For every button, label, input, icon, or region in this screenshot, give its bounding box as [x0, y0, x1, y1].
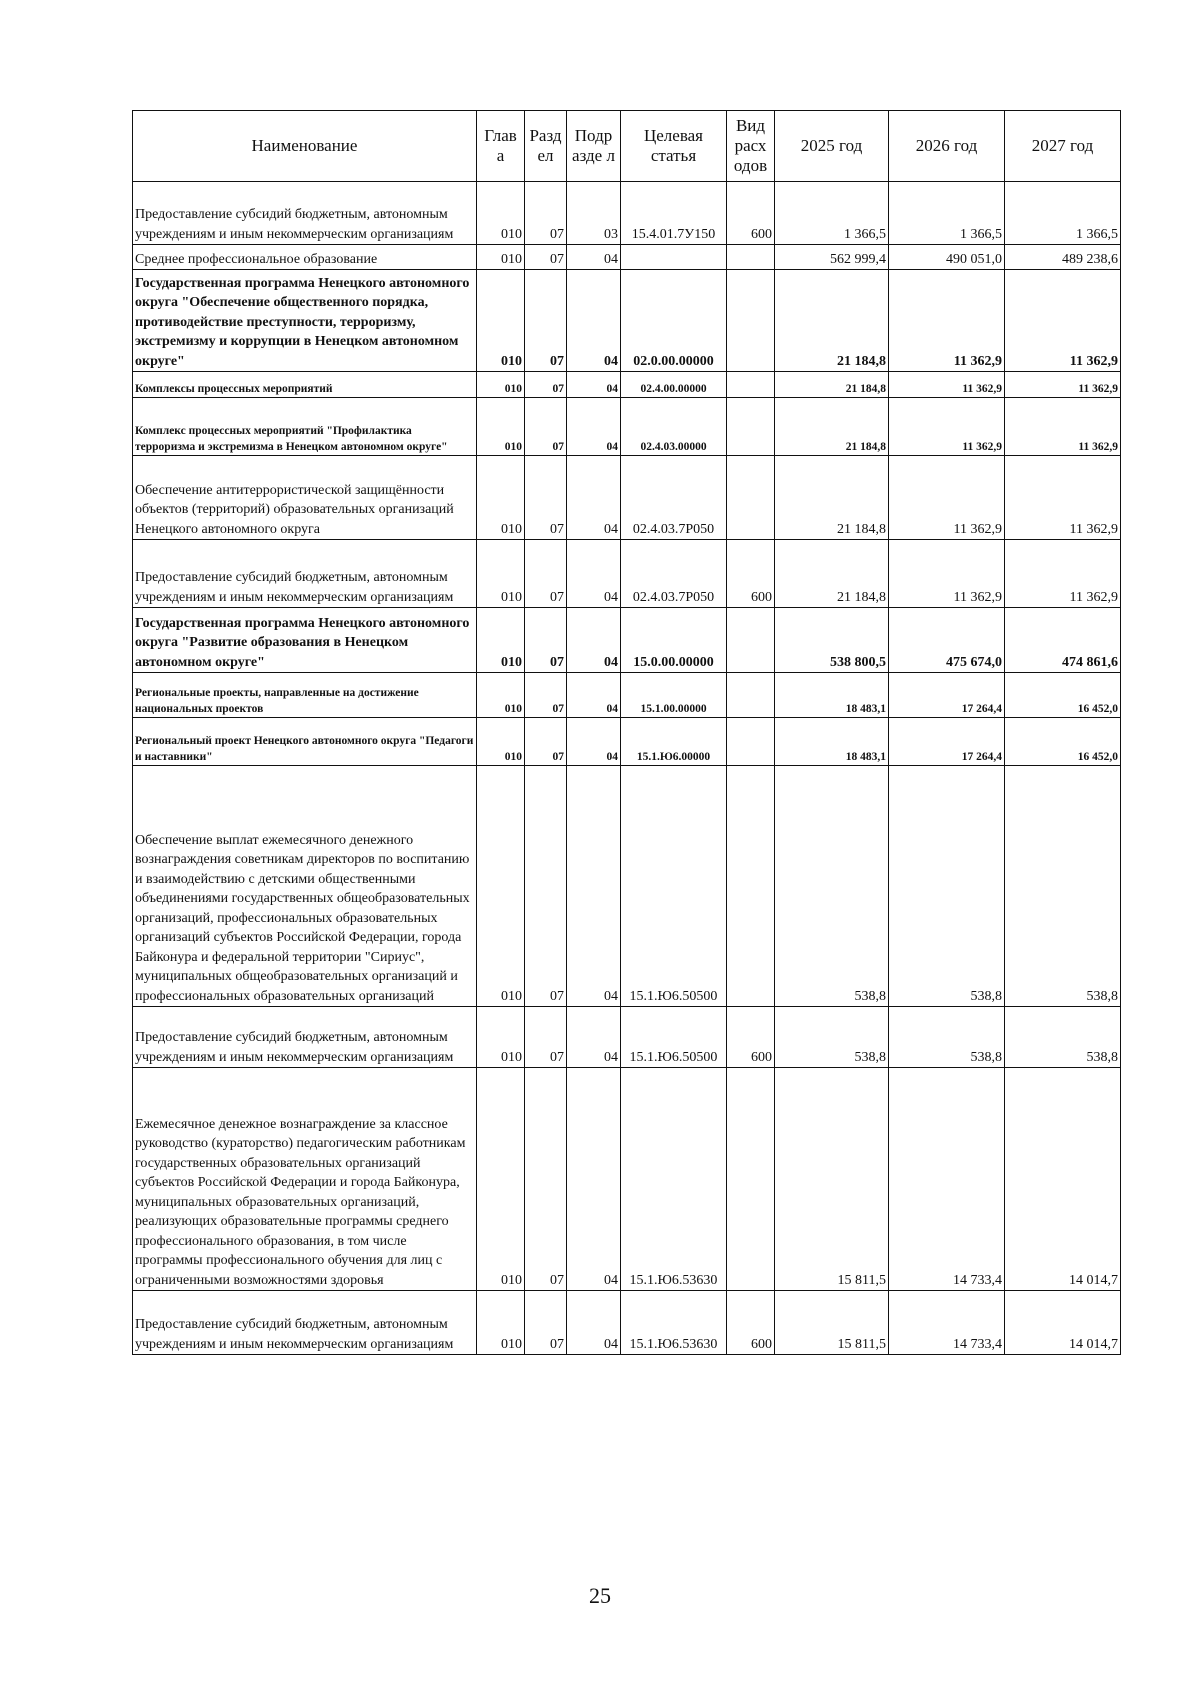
row-celevaya: 02.0.00.00000 [621, 270, 727, 372]
row-podrazdel: 04 [567, 1291, 621, 1355]
row-2025: 21 184,8 [775, 372, 889, 398]
row-glava: 010 [477, 182, 525, 245]
row-2027: 474 861,6 [1005, 608, 1121, 673]
row-name: Региональные проекты, направленные на достижение национальных проектов [133, 673, 477, 718]
row-celevaya: 15.1.Ю6.00000 [621, 718, 727, 766]
row-2025: 538,8 [775, 766, 889, 1007]
row-razdel: 07 [525, 1068, 567, 1291]
row-vid [727, 372, 775, 398]
row-vid: 600 [727, 1007, 775, 1068]
row-glava: 010 [477, 673, 525, 718]
header-podrazdel: Подр азде л [567, 111, 621, 182]
row-vid [727, 245, 775, 270]
row-vid [727, 270, 775, 372]
row-2027: 538,8 [1005, 1007, 1121, 1068]
table-row [133, 182, 1121, 245]
row-glava: 010 [477, 398, 525, 456]
row-2027: 538,8 [1005, 766, 1121, 1007]
row-name: Ежемесячное денежное вознаграждение за классное руководство (кураторство) педагогическим работникам государственных образовательных организаций субъектов Российской Федерации и города Байконура, муниципальных образовательных организаций, реализующих образовательные программы среднего профессионального образования, в том числе программы профессионального обучения для лиц с ограниченными возможностями здоровья [133, 1068, 477, 1291]
header-glava: Глав а [477, 111, 525, 182]
row-razdel: 07 [525, 398, 567, 456]
row-2025: 15 811,5 [775, 1068, 889, 1291]
row-2026: 538,8 [889, 1007, 1005, 1068]
table-row [133, 1007, 1121, 1068]
row-glava: 010 [477, 1007, 525, 1068]
row-2027: 489 238,6 [1005, 245, 1121, 270]
row-2026: 17 264,4 [889, 673, 1005, 718]
table-row [133, 398, 1121, 456]
row-podrazdel: 04 [567, 540, 621, 608]
row-name: Предоставление субсидий бюджетным, автономным учреждениям и иным некоммерческим организациям [133, 540, 477, 608]
row-glava: 010 [477, 245, 525, 270]
row-2027: 11 362,9 [1005, 398, 1121, 456]
row-2027: 16 452,0 [1005, 673, 1121, 718]
row-celevaya: 02.4.03.00000 [621, 398, 727, 456]
row-glava: 010 [477, 372, 525, 398]
row-podrazdel: 04 [567, 718, 621, 766]
row-celevaya: 15.1.Ю6.50500 [621, 1007, 727, 1068]
row-name: Предоставление субсидий бюджетным, автономным учреждениям и иным некоммерческим организациям [133, 1291, 477, 1355]
row-name: Предоставление субсидий бюджетным, автономным учреждениям и иным некоммерческим организациям [133, 1007, 477, 1068]
row-2026: 11 362,9 [889, 398, 1005, 456]
table-header-row [133, 111, 1121, 182]
row-name: Государственная программа Ненецкого автономного округа "Развитие образования в Ненецком автономном округе" [133, 608, 477, 673]
header-2027: 2027 год [1005, 111, 1121, 182]
table-row [133, 540, 1121, 608]
row-2025: 18 483,1 [775, 673, 889, 718]
row-celevaya: 15.1.Ю6.53630 [621, 1291, 727, 1355]
row-celevaya: 02.4.00.00000 [621, 372, 727, 398]
row-vid [727, 766, 775, 1007]
row-name: Среднее профессиональное образование [133, 245, 477, 270]
row-razdel: 07 [525, 608, 567, 673]
row-glava: 010 [477, 766, 525, 1007]
row-2027: 11 362,9 [1005, 372, 1121, 398]
row-razdel: 07 [525, 1007, 567, 1068]
row-glava: 010 [477, 540, 525, 608]
table-row [133, 1068, 1121, 1291]
table-row [133, 245, 1121, 270]
row-2025: 21 184,8 [775, 398, 889, 456]
row-podrazdel: 04 [567, 673, 621, 718]
row-glava: 010 [477, 718, 525, 766]
row-name: Обеспечение выплат ежемесячного денежного вознаграждения советникам директоров по воспитанию и взаимодействию с детскими общественными объединениями государственных общеобразовательных организаций, профессиональных образовательных организаций субъектов Российской Федерации, города Байконура и федеральной территории "Сириус", муниципальных общеобразовательных организаций и профессиональных образовательных организаций [133, 766, 477, 1007]
row-podrazdel: 03 [567, 182, 621, 245]
table-row [133, 1291, 1121, 1355]
row-razdel: 07 [525, 372, 567, 398]
row-glava: 010 [477, 270, 525, 372]
header-name: Наименование [133, 111, 477, 182]
row-name: Обеспечение антитеррористической защищённости объектов (территорий) образовательных организаций Ненецкого автономного округа [133, 456, 477, 540]
table-row [133, 456, 1121, 540]
row-glava: 010 [477, 1068, 525, 1291]
page-number: 25 [589, 1583, 611, 1608]
row-2027: 11 362,9 [1005, 270, 1121, 372]
row-celevaya: 02.4.03.7Р050 [621, 456, 727, 540]
row-vid: 600 [727, 182, 775, 245]
header-vid: Вид расх одов [727, 111, 775, 182]
row-razdel: 07 [525, 182, 567, 245]
row-2025: 15 811,5 [775, 1291, 889, 1355]
row-2026: 14 733,4 [889, 1068, 1005, 1291]
row-name: Государственная программа Ненецкого автономного округа "Обеспечение общественного порядка, противодействие преступности, терроризму, экстремизму и коррупции в Ненецком автономном округе" [133, 270, 477, 372]
row-celevaya: 15.4.01.7У150 [621, 182, 727, 245]
table-row [133, 270, 1121, 372]
table-row [133, 372, 1121, 398]
row-2027: 14 014,7 [1005, 1291, 1121, 1355]
row-razdel: 07 [525, 766, 567, 1007]
row-podrazdel: 04 [567, 372, 621, 398]
row-name: Комплекс процессных мероприятий "Профилактика терроризма и экстремизма в Ненецком автономном округе" [133, 398, 477, 456]
row-glava: 010 [477, 608, 525, 673]
row-2025: 538 800,5 [775, 608, 889, 673]
row-podrazdel: 04 [567, 456, 621, 540]
row-name: Предоставление субсидий бюджетным, автономным учреждениям и иным некоммерческим организациям [133, 182, 477, 245]
row-razdel: 07 [525, 673, 567, 718]
header-2026: 2026 год [889, 111, 1005, 182]
row-vid: 600 [727, 540, 775, 608]
row-2027: 11 362,9 [1005, 456, 1121, 540]
row-2025: 21 184,8 [775, 456, 889, 540]
row-2026: 475 674,0 [889, 608, 1005, 673]
row-razdel: 07 [525, 270, 567, 372]
row-celevaya: 15.0.00.00000 [621, 608, 727, 673]
row-vid [727, 718, 775, 766]
row-celevaya: 15.1.Ю6.50500 [621, 766, 727, 1007]
row-2026: 11 362,9 [889, 456, 1005, 540]
row-podrazdel: 04 [567, 1007, 621, 1068]
row-2026: 11 362,9 [889, 270, 1005, 372]
row-2025: 562 999,4 [775, 245, 889, 270]
table-row [133, 608, 1121, 673]
row-name: Региональный проект Ненецкого автономного округа "Педагоги и наставники" [133, 718, 477, 766]
row-2025: 21 184,8 [775, 540, 889, 608]
row-celevaya: 15.1.Ю6.53630 [621, 1068, 727, 1291]
row-razdel: 07 [525, 540, 567, 608]
row-2026: 14 733,4 [889, 1291, 1005, 1355]
row-podrazdel: 04 [567, 1068, 621, 1291]
row-2025: 18 483,1 [775, 718, 889, 766]
row-2027: 11 362,9 [1005, 540, 1121, 608]
row-celevaya: 02.4.03.7Р050 [621, 540, 727, 608]
row-podrazdel: 04 [567, 608, 621, 673]
row-podrazdel: 04 [567, 270, 621, 372]
row-2027: 14 014,7 [1005, 1068, 1121, 1291]
row-2027: 1 366,5 [1005, 182, 1121, 245]
row-razdel: 07 [525, 245, 567, 270]
header-celevaya: Целевая статья [621, 111, 727, 182]
row-vid [727, 673, 775, 718]
row-podrazdel: 04 [567, 766, 621, 1007]
row-vid [727, 398, 775, 456]
row-celevaya [621, 245, 727, 270]
header-razdel: Разд ел [525, 111, 567, 182]
row-podrazdel: 04 [567, 245, 621, 270]
row-2026: 11 362,9 [889, 540, 1005, 608]
table-row [133, 766, 1121, 1007]
header-2025: 2025 год [775, 111, 889, 182]
row-2026: 11 362,9 [889, 372, 1005, 398]
row-2027: 16 452,0 [1005, 718, 1121, 766]
row-razdel: 07 [525, 1291, 567, 1355]
row-2025: 21 184,8 [775, 270, 889, 372]
row-celevaya: 15.1.00.00000 [621, 673, 727, 718]
row-glava: 010 [477, 1291, 525, 1355]
row-2026: 1 366,5 [889, 182, 1005, 245]
row-2025: 1 366,5 [775, 182, 889, 245]
row-vid [727, 1068, 775, 1291]
row-2025: 538,8 [775, 1007, 889, 1068]
budget-table [132, 110, 1121, 1355]
row-razdel: 07 [525, 456, 567, 540]
row-glava: 010 [477, 456, 525, 540]
row-podrazdel: 04 [567, 398, 621, 456]
row-vid: 600 [727, 1291, 775, 1355]
row-vid [727, 456, 775, 540]
row-2026: 490 051,0 [889, 245, 1005, 270]
table-row [133, 718, 1121, 766]
table-row [133, 673, 1121, 718]
row-2026: 538,8 [889, 766, 1005, 1007]
row-razdel: 07 [525, 718, 567, 766]
row-vid [727, 608, 775, 673]
row-2026: 17 264,4 [889, 718, 1005, 766]
row-name: Комплексы процессных мероприятий [133, 372, 477, 398]
